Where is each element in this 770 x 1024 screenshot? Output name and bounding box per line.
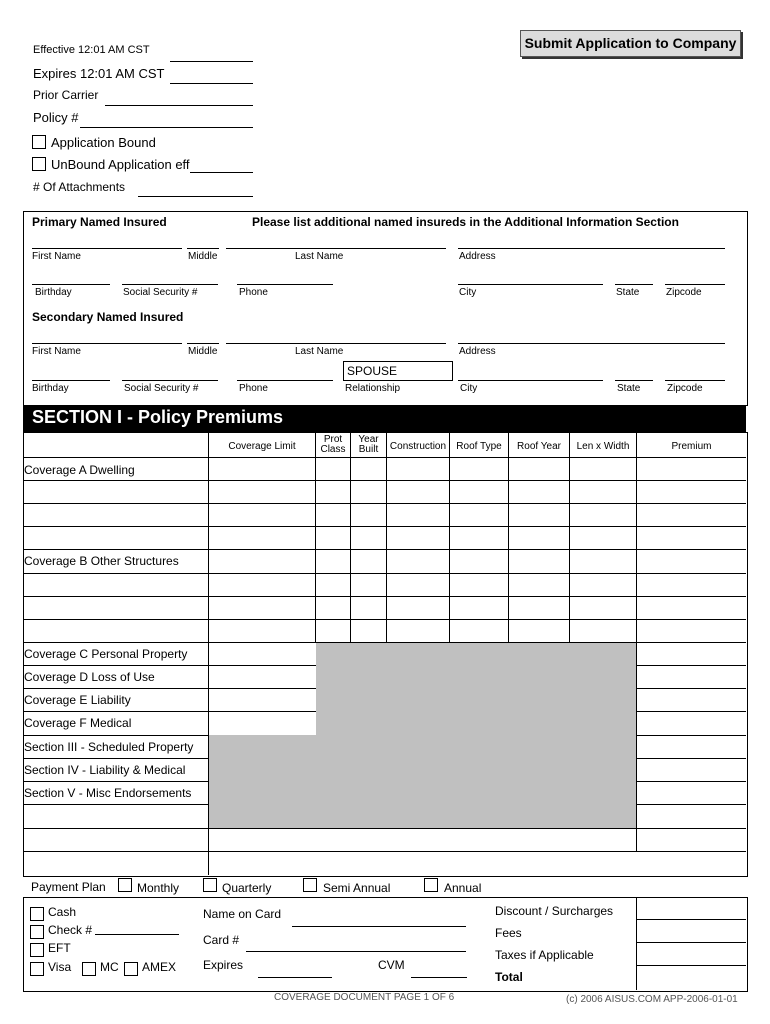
primary-middle-field[interactable]: [187, 248, 219, 249]
table-rule: [636, 781, 746, 782]
cash-checkbox[interactable]: [30, 907, 44, 921]
primary-birthday-label: Birthday: [35, 287, 72, 298]
col-prot-label: Prot: [323, 434, 343, 445]
secondary-address-field[interactable]: [458, 343, 725, 344]
primary-birthday-field[interactable]: [32, 284, 110, 285]
submit-application-button[interactable]: Submit Application to Company: [520, 30, 741, 57]
payment-plan-label: Payment Plan: [31, 880, 106, 894]
mc-checkbox[interactable]: [82, 962, 96, 976]
col-roof-type: Roof Type: [456, 441, 502, 452]
table-rule: [23, 549, 746, 550]
annual-checkbox[interactable]: [424, 878, 438, 892]
row-coverage-b: Coverage B Other Structures: [24, 554, 179, 568]
secondary-birthday-field[interactable]: [32, 380, 110, 381]
card-number-field[interactable]: [246, 951, 466, 952]
card-number-label: Card #: [203, 933, 240, 947]
monthly-label: Monthly: [137, 881, 180, 895]
table-rule: [636, 735, 746, 736]
table-rule: [636, 665, 746, 666]
secondary-zipcode-label: Zipcode: [667, 383, 703, 394]
primary-city-label: City: [459, 287, 477, 298]
table-rule: [23, 688, 316, 689]
primary-state-label: State: [616, 287, 640, 298]
mc-label: MC: [100, 960, 119, 974]
primary-phone-field[interactable]: [237, 284, 333, 285]
secondary-phone-label: Phone: [239, 383, 268, 394]
monthly-checkbox[interactable]: [118, 878, 132, 892]
secondary-ssn-field[interactable]: [122, 380, 218, 381]
secondary-phone-field[interactable]: [237, 380, 333, 381]
primary-insured-title: Primary Named Insured: [32, 215, 167, 229]
attachments-label: # Of Attachments: [33, 180, 126, 194]
table-rule: [23, 665, 316, 666]
secondary-insured-title: Secondary Named Insured: [32, 310, 184, 324]
table-rule: [23, 781, 209, 782]
col-year-built: [351, 435, 386, 455]
secondary-middle-label: Middle: [188, 346, 218, 357]
amex-checkbox[interactable]: [124, 962, 138, 976]
name-on-card-field[interactable]: [292, 926, 466, 927]
prior-carrier-label: Prior Carrier: [33, 88, 99, 102]
table-rule: [23, 526, 746, 527]
table-rule: [23, 573, 746, 574]
policy-field[interactable]: [80, 127, 253, 128]
expires-card-label: Expires: [203, 958, 244, 972]
total-label: Total: [495, 970, 523, 984]
secondary-last-name-field[interactable]: [226, 343, 446, 344]
table-rule: [636, 804, 746, 805]
primary-address-field[interactable]: [458, 248, 725, 249]
table-rule: [636, 688, 746, 689]
amount-rule: [636, 942, 746, 943]
cash-label: Cash: [48, 905, 77, 919]
primary-ssn-field[interactable]: [122, 284, 218, 285]
application-bound-checkbox[interactable]: [32, 135, 46, 149]
semi-annual-checkbox[interactable]: [303, 878, 317, 892]
col-premium: Premium: [671, 441, 712, 452]
amount-rule: [636, 919, 746, 920]
semi-annual-label: Semi Annual: [323, 881, 391, 895]
table-rule: [23, 642, 746, 643]
table-col-rule: [508, 432, 509, 642]
primary-state-field[interactable]: [615, 284, 653, 285]
primary-first-name-label: First Name: [32, 251, 81, 262]
secondary-city-field[interactable]: [458, 380, 603, 381]
table-col-rule: [569, 432, 570, 642]
row-coverage-d: Coverage D Loss of Use: [24, 670, 155, 684]
table-rule: [23, 457, 746, 458]
table-col-rule: [449, 432, 450, 642]
table-rule: [636, 711, 746, 712]
secondary-first-name-field[interactable]: [32, 343, 182, 344]
amex-label: AMEX: [142, 960, 177, 974]
primary-city-field[interactable]: [458, 284, 603, 285]
primary-zipcode-label: Zipcode: [666, 287, 702, 298]
table-rule: [23, 596, 746, 597]
secondary-zipcode-field[interactable]: [665, 380, 725, 381]
unbound-eff-field[interactable]: [190, 172, 253, 173]
table-col-rule: [350, 432, 351, 642]
section1-title: SECTION I - Policy Premiums: [32, 407, 284, 427]
discount-label: Discount / Surcharges: [495, 904, 614, 918]
table-rule: [23, 804, 209, 805]
secondary-ssn-label: Social Security #: [124, 383, 199, 394]
page-footer: COVERAGE DOCUMENT PAGE 1 OF 6: [274, 992, 455, 1003]
row-coverage-c: Coverage C Personal Property: [24, 647, 188, 661]
eft-checkbox[interactable]: [30, 943, 44, 957]
table-col-rule: [386, 432, 387, 642]
name-on-card-label: Name on Card: [203, 907, 282, 921]
amount-col-rule: [636, 897, 637, 990]
effective-label: Effective 12:01 AM CST: [33, 44, 150, 56]
secondary-state-label: State: [617, 383, 641, 394]
relationship-label: Relationship: [345, 383, 401, 394]
amount-rule: [636, 965, 746, 966]
secondary-birthday-label: Birthday: [32, 383, 69, 394]
check-checkbox[interactable]: [30, 925, 44, 939]
table-rule: [23, 735, 209, 736]
col-built-label: Built: [358, 444, 379, 455]
table-rule: [23, 480, 746, 481]
effective-field[interactable]: [170, 61, 253, 62]
secondary-city-label: City: [460, 383, 478, 394]
secondary-last-name-label: Last Name: [295, 346, 344, 357]
cvm-field[interactable]: [411, 977, 467, 978]
visa-label: Visa: [48, 960, 72, 974]
table-col-rule: [208, 432, 209, 875]
col-coverage-limit: Coverage Limit: [228, 441, 296, 452]
col-year-label: Year: [358, 434, 379, 445]
row-section-iv: Section IV - Liability & Medical: [24, 763, 186, 777]
primary-phone-label: Phone: [239, 287, 268, 298]
visa-checkbox[interactable]: [30, 962, 44, 976]
payment-section: [23, 897, 748, 992]
primary-ssn-label: Social Security #: [123, 287, 198, 298]
copyright-footer: (c) 2006 AISUS.COM APP-2006-01-01: [566, 994, 738, 1005]
quarterly-checkbox[interactable]: [203, 878, 217, 892]
quarterly-label: Quarterly: [222, 881, 272, 895]
col-roof-year: Roof Year: [517, 441, 561, 452]
col-len-width: Len x Width: [576, 441, 630, 452]
expires-field[interactable]: [170, 83, 253, 84]
row-coverage-a: Coverage A Dwelling: [24, 463, 135, 477]
check-number-field[interactable]: [95, 934, 179, 935]
secondary-middle-field[interactable]: [187, 343, 219, 344]
table-rule: [23, 828, 746, 829]
fees-label: Fees: [495, 926, 522, 940]
table-rule: [23, 619, 746, 620]
secondary-state-field[interactable]: [615, 380, 653, 381]
secondary-address-label: Address: [459, 346, 496, 357]
table-rule: [23, 758, 209, 759]
application-bound-label: Application Bound: [51, 135, 156, 150]
prior-carrier-field[interactable]: [105, 105, 253, 106]
attachments-field[interactable]: [138, 196, 253, 197]
unbound-checkbox[interactable]: [32, 157, 46, 171]
primary-first-name-field[interactable]: [32, 248, 182, 249]
col-construction: Construction: [389, 441, 447, 452]
row-coverage-f: Coverage F Medical: [24, 716, 132, 730]
primary-address-label: Address: [459, 251, 496, 262]
taxes-label: Taxes if Applicable: [495, 948, 594, 962]
table-col-rule: [636, 432, 637, 851]
cvm-label: CVM: [378, 958, 405, 972]
table-rule: [23, 711, 316, 712]
eft-label: EFT: [48, 941, 71, 955]
row-section-iii: Section III - Scheduled Property: [24, 740, 194, 754]
table-rule: [23, 851, 746, 852]
gray-block-lower: [209, 735, 636, 828]
expires-label: Expires 12:01 AM CST: [33, 66, 165, 81]
primary-middle-label: Middle: [188, 251, 218, 262]
table-rule: [23, 503, 746, 504]
table-rule: [636, 758, 746, 759]
expires-card-field[interactable]: [258, 977, 332, 978]
policy-label: Policy #: [33, 110, 79, 125]
row-coverage-e: Coverage E Liability: [24, 693, 131, 707]
secondary-first-name-label: First Name: [32, 346, 81, 357]
table-col-rule: [315, 432, 316, 642]
annual-label: Annual: [444, 881, 482, 895]
col-class-label: Class: [320, 444, 346, 455]
row-section-v: Section V - Misc Endorsements: [24, 786, 192, 800]
primary-zipcode-field[interactable]: [665, 284, 725, 285]
unbound-label: UnBound Application eff: [51, 157, 190, 172]
check-label: Check #: [48, 923, 93, 937]
gray-block-upper: [316, 642, 636, 735]
relationship-value: SPOUSE: [347, 364, 398, 378]
additional-insured-instruction: Please list additional named insureds in the Additional Information Section: [252, 215, 679, 229]
primary-last-name-label: Last Name: [295, 251, 344, 262]
primary-last-name-field[interactable]: [226, 248, 446, 249]
col-prot-class: [316, 435, 350, 455]
